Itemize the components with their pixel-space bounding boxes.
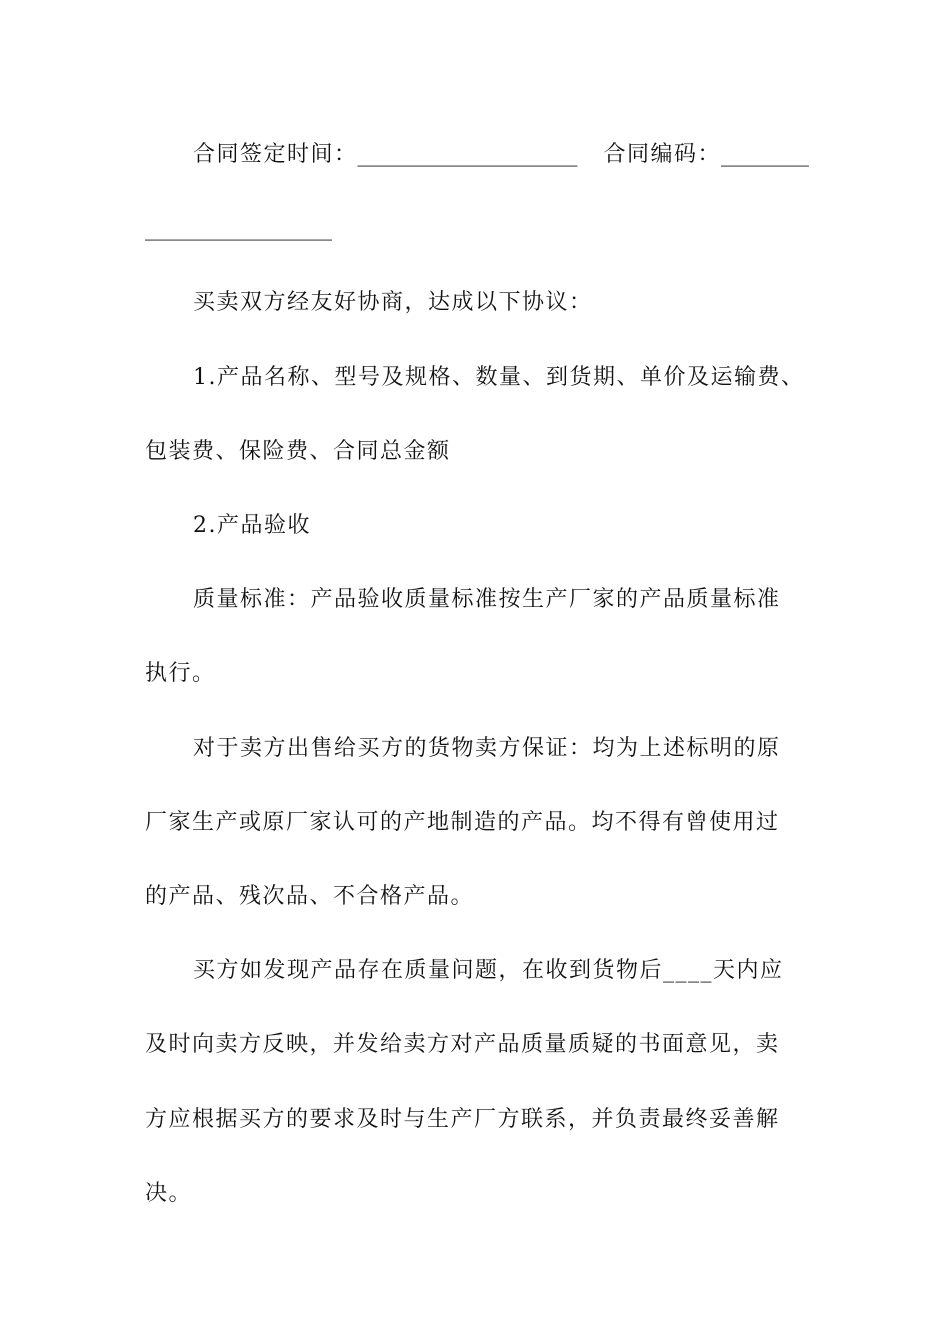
sign-date-blank: ____________________ <box>357 142 578 167</box>
item1-line1: 1.产品名称、型号及规格、数量、到货期、单价及运输费、 <box>193 365 805 390</box>
issues-line4: 决。 <box>145 1181 193 1206</box>
contract-no-label: 合同编码： <box>603 142 722 167</box>
item1-line2: 包装费、保险费、合同总金额 <box>145 439 451 464</box>
guarantee-line1: 对于卖方出售给买方的货物卖方保证：均为上述标明的原 <box>193 736 781 761</box>
item2-title: 2.产品验收 <box>193 513 311 538</box>
guarantee-line2: 厂家生产或原厂家认可的产地制造的产品。均不得有曾使用过 <box>145 810 780 835</box>
quality-line2: 执行。 <box>145 661 216 686</box>
issues-line2: 及时向卖方反映，并发给卖方对产品质量质疑的书面意见，卖 <box>145 1032 780 1057</box>
issues-line1: 买方如发现产品存在质量问题，在收到货物后____天内应 <box>193 958 784 983</box>
header-line <box>193 140 809 170</box>
contract-no-blank-continued: _________________ <box>145 216 332 241</box>
sign-date-label: 合同签定时间： <box>193 142 358 167</box>
intro-paragraph: 买卖双方经友好协商，达成以下协议： <box>193 290 593 315</box>
quality-line1: 质量标准：产品验收质量标准按生产厂家的产品质量标准 <box>193 587 781 612</box>
guarantee-line3: 的产品、残次品、不合格产品。 <box>145 884 475 909</box>
issues-line3: 方应根据买方的要求及时与生产厂方联系，并负责最终妥善解 <box>145 1107 780 1132</box>
contract-no-blank: ________ <box>721 142 810 167</box>
